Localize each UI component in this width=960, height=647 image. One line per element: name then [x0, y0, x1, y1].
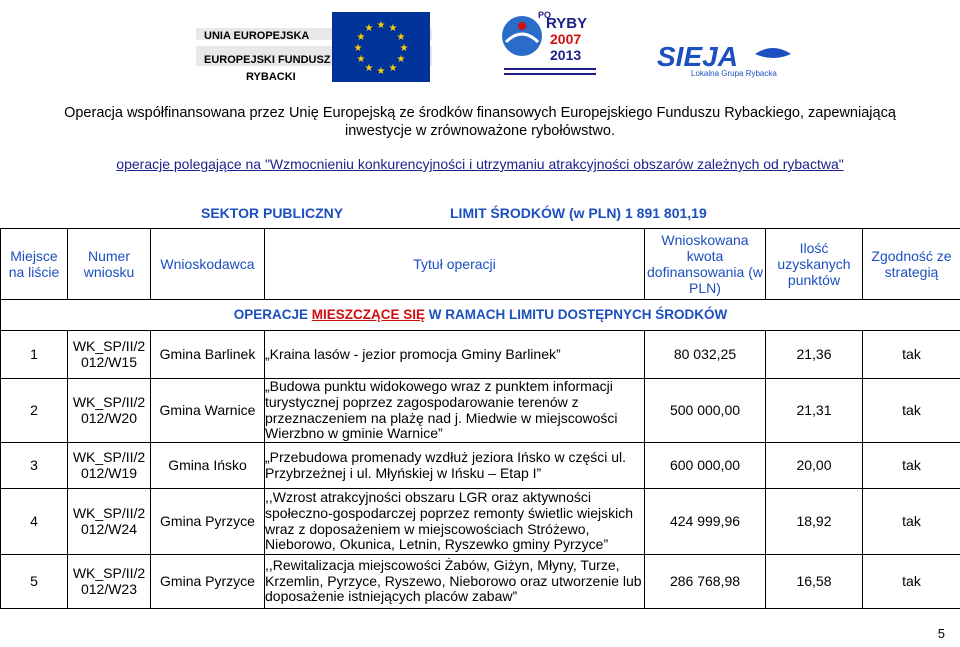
- svg-text:★: ★: [396, 54, 406, 65]
- svg-text:★: ★: [399, 43, 409, 54]
- svg-text:★: ★: [388, 23, 398, 34]
- section-text-highlight: MIESZCZĄCE SIĘ: [311, 307, 426, 323]
- row-number: WK_SP/II/2 012/W23: [68, 555, 151, 609]
- table-row: [1, 331, 960, 379]
- row-title: „Budowa punktu widokowego wraz z punktem informacji turystycznej poprzez zagospodarowanie terenów z przeznaczeniem na plażę nad j. Miedwie w miejscowości Wierzbno w gminie Warnice”: [265, 379, 645, 443]
- row-applicant: Gmina Barlinek: [151, 331, 265, 379]
- cofinancing-statement: Operacja współfinansowana przez Unię Europejską ze środków finansowych Europejskiego Funduszu Rybackiego, zapewniającą inwestycje w zrównoważone rybołówstwo.: [64, 105, 896, 139]
- svg-text:★: ★: [396, 32, 406, 43]
- sieja-logo-name: SIEJA: [657, 41, 738, 72]
- svg-text:★: ★: [376, 20, 386, 31]
- row-place: 4: [1, 489, 68, 555]
- row-points: 16,58: [766, 555, 863, 609]
- svg-text:★: ★: [388, 63, 398, 74]
- row-applicant: Gmina Warnice: [151, 379, 265, 443]
- header-number: Numer wniosku: [68, 229, 151, 300]
- row-applicant: Gmina Ińsko: [151, 443, 265, 489]
- svg-text:★: ★: [364, 23, 374, 34]
- row-amount: 500 000,00: [645, 379, 766, 443]
- ryby-logo-2013: 2013: [550, 47, 582, 63]
- header-points: Ilość uzyskanych punktów: [766, 229, 863, 300]
- row-number: WK_SP/II/2 012/W24: [68, 489, 151, 555]
- row-place: 3: [1, 443, 68, 489]
- eu-logo-line1: UNIA EUROPEJSKA: [204, 30, 310, 42]
- section-row: [1, 300, 960, 331]
- row-applicant: Gmina Pyrzyce: [151, 555, 265, 609]
- header-title: Tytuł operacji: [265, 229, 645, 300]
- svg-text:★: ★: [356, 32, 366, 43]
- row-points: 21,31: [766, 379, 863, 443]
- sieja-lgr-logo: [655, 40, 795, 78]
- row-amount: 424 999,96: [645, 489, 766, 555]
- section-text-before: OPERACJE: [233, 307, 312, 323]
- row-compliance: tak: [863, 379, 960, 443]
- row-place: 5: [1, 555, 68, 609]
- row-title: „Kraina lasów - jezior promocja Gminy Barlinek”: [265, 331, 645, 379]
- ryby-logo-po: PO: [538, 10, 552, 20]
- header-amount: Wnioskowana kwota dofinansowania (w PLN): [645, 229, 766, 300]
- funding-limit: LIMIT ŚRODKÓW (w PLN) 1 891 801,19: [450, 205, 707, 221]
- page-number: 5: [937, 626, 945, 641]
- row-points: 21,36: [766, 331, 863, 379]
- row-number: WK_SP/II/2 012/W19: [68, 443, 151, 489]
- table-row: [1, 443, 960, 489]
- table-row: [1, 489, 960, 555]
- operations-subtitle: operacje polegające na "Wzmocnieniu konkurencyjności i utrzymaniu atrakcyjności obszarów zależnych od rybactwa": [116, 156, 844, 172]
- eu-fund-logo: [196, 6, 432, 86]
- table-header-row: [1, 229, 960, 300]
- table-row: [1, 379, 960, 443]
- row-compliance: tak: [863, 331, 960, 379]
- row-points: 20,00: [766, 443, 863, 489]
- header-compliance: Zgodność ze strategią: [863, 229, 960, 300]
- ranking-table: [0, 228, 960, 609]
- section-heading: [1, 300, 960, 331]
- svg-text:★: ★: [364, 63, 374, 74]
- svg-text:★: ★: [353, 43, 363, 54]
- row-number: WK_SP/II/2 012/W20: [68, 379, 151, 443]
- sector-label: SEKTOR PUBLICZNY: [201, 205, 344, 221]
- row-compliance: tak: [863, 489, 960, 555]
- row-title: ,,Wzrost atrakcyjności obszaru LGR oraz aktywności społeczno-gospodarczej poprzez remonty świetlic wiejskich wraz z doposażeniem w miejscowościach Stróżewo, Nieborowo, Okunica, Letnin, Ryszewko gminy Pyrzyce”: [265, 489, 645, 555]
- row-title: ,,Rewitalizacja miejscowości Żabów, Giżyn, Młyny, Turze, Krzemlin, Pyrzyce, Ryszewo, Nieborowo oraz utworzenie lub doposażenie istniejących placów zabaw”: [265, 555, 645, 609]
- ryby-logo-2007: 2007: [550, 31, 582, 47]
- section-text-after: W RAMACH LIMITU DOSTĘPNYCH ŚRODKÓW: [425, 307, 728, 323]
- row-amount: 286 768,98: [645, 555, 766, 609]
- header-applicant: Wnioskodawca: [151, 229, 265, 300]
- row-compliance: tak: [863, 555, 960, 609]
- ryby-logo-ryby: RYBY: [546, 15, 588, 32]
- svg-text:★: ★: [356, 54, 366, 65]
- row-applicant: Gmina Pyrzyce: [151, 489, 265, 555]
- row-compliance: tak: [863, 443, 960, 489]
- header-place: Miejsce na liście: [1, 229, 68, 300]
- po-ryby-logo: [500, 6, 600, 82]
- row-place: 2: [1, 379, 68, 443]
- row-place: 1: [1, 331, 68, 379]
- row-amount: 80 032,25: [645, 331, 766, 379]
- row-amount: 600 000,00: [645, 443, 766, 489]
- row-title: „Przebudowa promenady wzdłuż jeziora Ińsko w części ul. Przybrzeżnej i ul. Młyńskiej w Ińsku – Etap I”: [265, 443, 645, 489]
- svg-text:★: ★: [376, 66, 386, 77]
- eu-logo-line3: RYBACKI: [246, 71, 296, 83]
- sieja-logo-sub: Lokalna Grupa Rybacka: [691, 69, 777, 78]
- row-points: 18,92: [766, 489, 863, 555]
- eu-logo-line2: EUROPEJSKI FUNDUSZ: [204, 54, 331, 66]
- table-row: [1, 555, 960, 609]
- row-number: WK_SP/II/2 012/W15: [68, 331, 151, 379]
